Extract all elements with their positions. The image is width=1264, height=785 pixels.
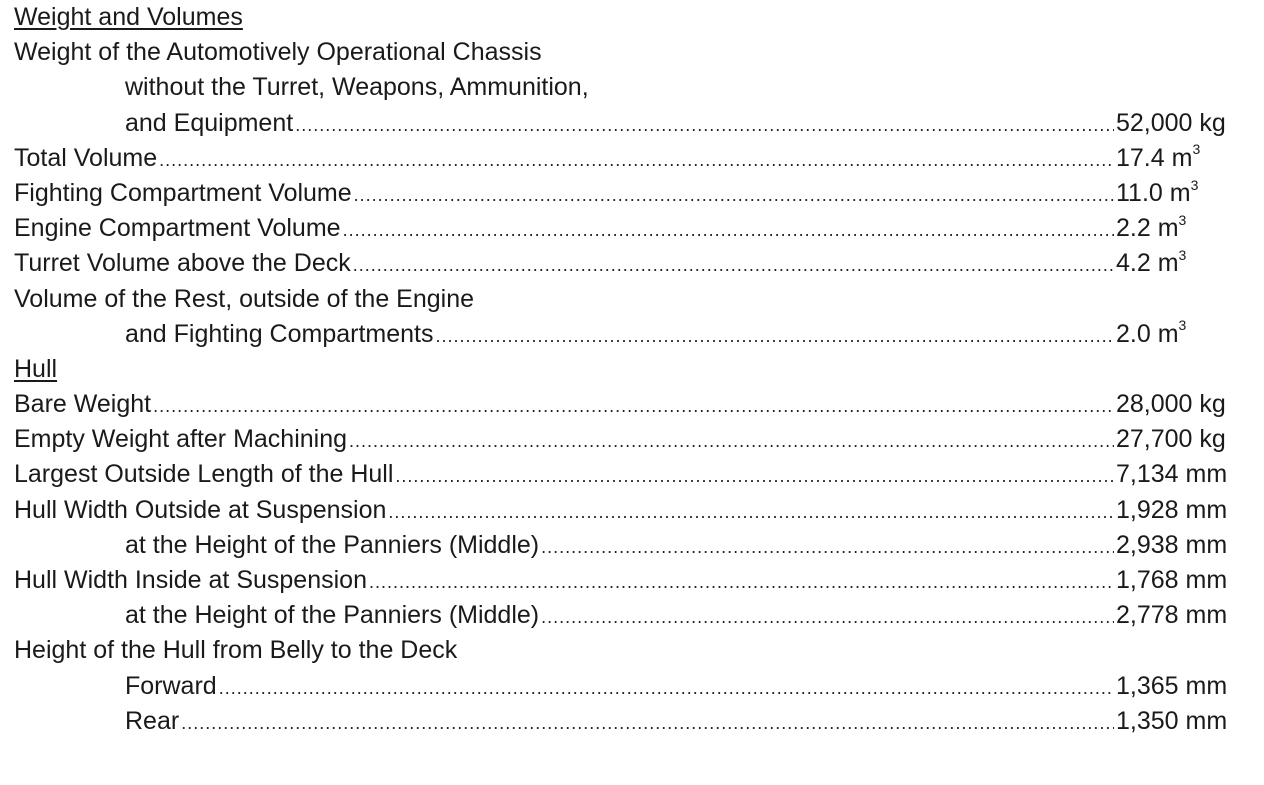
cubed-superscript: 3: [1178, 211, 1187, 228]
engine-compartment-row: [14, 211, 1258, 246]
dot-leader: [541, 600, 1114, 633]
dot-leader: [153, 389, 1114, 422]
spec-label: at the Height of the Panniers (Middle): [125, 530, 540, 559]
spec-label: at the Height of the Panniers (Middle): [125, 601, 540, 630]
spec-value: [1116, 141, 1258, 176]
spec-label: Height of the Hull from Belly to the Deck: [14, 636, 458, 665]
turret-volume-row: [14, 246, 1258, 281]
spec-label: Fighting Compartment Volume: [14, 178, 352, 207]
spec-value: 52,000 kg: [1116, 108, 1226, 137]
heading-text: Weight and Volumes: [14, 3, 243, 31]
dot-leader: [388, 495, 1114, 528]
dot-leader: [353, 248, 1114, 281]
spec-label: and Fighting Compartments: [125, 319, 434, 348]
fighting-compartment-row: [14, 176, 1258, 211]
spec-label: Forward: [125, 671, 217, 700]
section-heading-weight-volumes: [14, 0, 1258, 35]
chassis-weight-row: [14, 106, 1258, 141]
spec-label: Largest Outside Length of the Hull: [14, 460, 394, 489]
rest-volume-line-1: [14, 282, 1258, 317]
dot-leader: [349, 424, 1114, 457]
value-text: 2.0 m: [1116, 319, 1179, 348]
spec-value: 7,134 mm: [1116, 460, 1228, 489]
spec-label: Engine Compartment Volume: [14, 214, 341, 243]
chassis-weight-line-1: [14, 35, 1258, 70]
value-text: 11.0 m: [1116, 178, 1191, 207]
hull-width-inside-pannier-row: [14, 598, 1258, 633]
spec-value: 28,000 kg: [1116, 390, 1226, 419]
spec-value: 2,778 mm: [1116, 601, 1228, 630]
hull-width-outside-pannier-row: [14, 528, 1258, 563]
spec-label: Weight of the Automotively Operational Chassis: [14, 38, 542, 67]
cubed-superscript: 3: [1192, 141, 1201, 158]
spec-document: [14, 0, 1258, 739]
spec-label: Hull Width Outside at Suspension: [14, 495, 387, 524]
hull-length-row: [14, 457, 1258, 492]
spec-value: 1,365 mm: [1116, 671, 1228, 700]
total-volume-row: [14, 141, 1258, 176]
spec-value: 27,700 kg: [1116, 425, 1226, 454]
dot-leader: [369, 565, 1114, 598]
spec-label: Rear: [125, 706, 180, 735]
spec-value: 2,938 mm: [1116, 530, 1228, 559]
spec-label: Empty Weight after Machining: [14, 425, 348, 454]
cubed-superscript: 3: [1178, 246, 1187, 263]
value-text: 17.4 m: [1116, 143, 1193, 172]
spec-label: and Equipment: [125, 108, 294, 137]
dot-leader: [219, 671, 1114, 704]
hull-height-heading-row: [14, 633, 1258, 668]
dot-leader: [395, 459, 1114, 492]
spec-value: [1116, 176, 1258, 211]
spec-label: without the Turret, Weapons, Ammunition,: [125, 73, 589, 102]
spec-label: Turret Volume above the Deck: [14, 249, 351, 278]
spec-value: [1116, 211, 1258, 246]
bare-weight-row: [14, 387, 1258, 422]
spec-value: 1,768 mm: [1116, 566, 1228, 594]
spec-label: Volume of the Rest, outside of the Engine: [14, 284, 475, 313]
empty-weight-row: [14, 422, 1258, 457]
section-heading-hull: [14, 352, 1258, 387]
cubed-superscript: 3: [1190, 176, 1199, 193]
dot-leader: [343, 213, 1114, 246]
spec-value: 1,928 mm: [1116, 495, 1228, 524]
hull-width-outside-row: [14, 493, 1258, 528]
value-text: 2.2 m: [1116, 214, 1179, 243]
spec-label: Hull Width Inside at Suspension: [14, 566, 367, 594]
spec-value: [1116, 246, 1258, 281]
dot-leader: [354, 178, 1114, 211]
dot-leader: [541, 530, 1114, 563]
spec-label: Bare Weight: [14, 390, 152, 419]
hull-height-rear-row: [14, 704, 1258, 739]
spec-value: [1116, 317, 1258, 352]
hull-width-inside-row: [14, 563, 1258, 598]
heading-text: Hull: [14, 354, 58, 383]
dot-leader: [295, 108, 1114, 141]
spec-label: Total Volume: [14, 143, 158, 172]
dot-leader: [159, 143, 1114, 176]
dot-leader: [435, 319, 1114, 352]
chassis-weight-line-2: [14, 70, 1258, 105]
cubed-superscript: 3: [1178, 317, 1187, 334]
value-text: 4.2 m: [1116, 249, 1179, 278]
dot-leader: [181, 706, 1114, 739]
hull-height-forward-row: [14, 669, 1258, 704]
spec-value: 1,350 mm: [1116, 706, 1228, 735]
rest-volume-row: [14, 317, 1258, 352]
